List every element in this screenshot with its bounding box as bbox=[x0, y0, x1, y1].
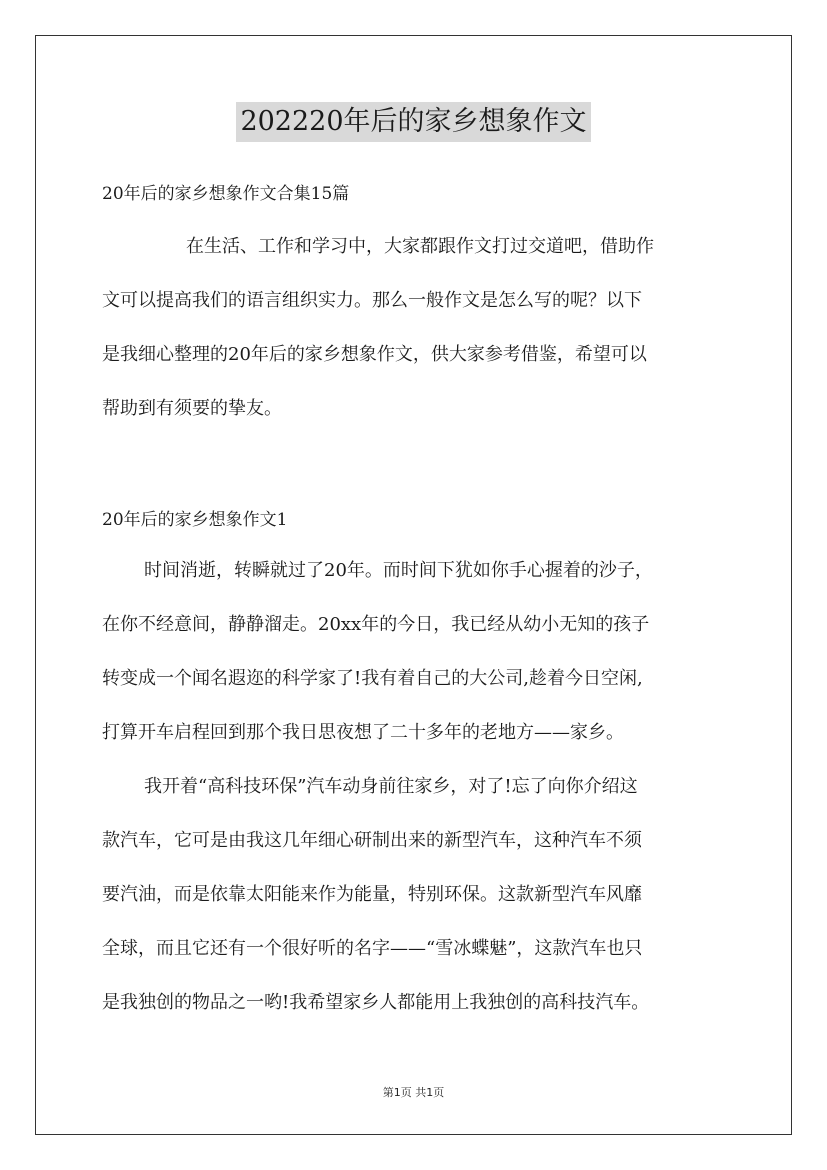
page-footer bbox=[0, 1084, 827, 1100]
intro-line: 帮助到有须要的挚友。 bbox=[102, 398, 282, 419]
page-number: 第1页 共1页 bbox=[382, 1086, 445, 1099]
collection-heading: 20年后的家乡想象作文合集15篇 bbox=[102, 184, 350, 204]
essay-line: 全球，而且它还有一个很好听的名字——“雪冰蝶魅”，这款汽车也只 bbox=[102, 938, 643, 959]
document-title bbox=[0, 100, 827, 142]
essay-line: 时间消逝，转瞬就过了20年。而时间下犹如你手心握着的沙子， bbox=[144, 560, 653, 581]
document-title-text: 202220年后的家乡想象作文 bbox=[236, 102, 590, 142]
essay-line: 要汽油，而是依靠太阳能来作为能量，特别环保。这款新型汽车风靡 bbox=[102, 884, 642, 905]
essay-line: 打算开车启程回到那个我日思夜想了二十多年的老地方——家乡。 bbox=[102, 722, 624, 743]
essay-line: 是我独创的物品之一哟!我希望家乡人都能用上我独创的高科技汽车。 bbox=[102, 992, 650, 1013]
intro-line: 在生活、工作和学习中，大家都跟作文打过交道吧，借助作 bbox=[186, 236, 654, 257]
essay-line: 在你不经意间，静静溜走。20xx年的今日，我已经从幼小无知的孩子 bbox=[102, 614, 650, 635]
essay-heading: 20年后的家乡想象作文1 bbox=[102, 510, 288, 530]
intro-line: 文可以提高我们的语言组织实力。那么一般作文是怎么写的呢？以下 bbox=[102, 290, 642, 311]
essay-paragraph-1 bbox=[102, 544, 728, 760]
intro-paragraph bbox=[102, 220, 728, 436]
essay-paragraph-2 bbox=[102, 760, 728, 1030]
essay-line: 转变成一个闻名遐迩的科学家了!我有着自己的大公司,趁着今日空闲, bbox=[102, 668, 643, 689]
intro-line: 是我细心整理的20年后的家乡想象作文，供大家参考借鉴，希望可以 bbox=[102, 344, 647, 365]
essay-line: 我开着“高科技环保”汽车动身前往家乡，对了!忘了向你介绍这 bbox=[144, 776, 638, 797]
essay-line: 款汽车，它可是由我这几年细心研制出来的新型汽车，这种汽车不须 bbox=[102, 830, 642, 851]
